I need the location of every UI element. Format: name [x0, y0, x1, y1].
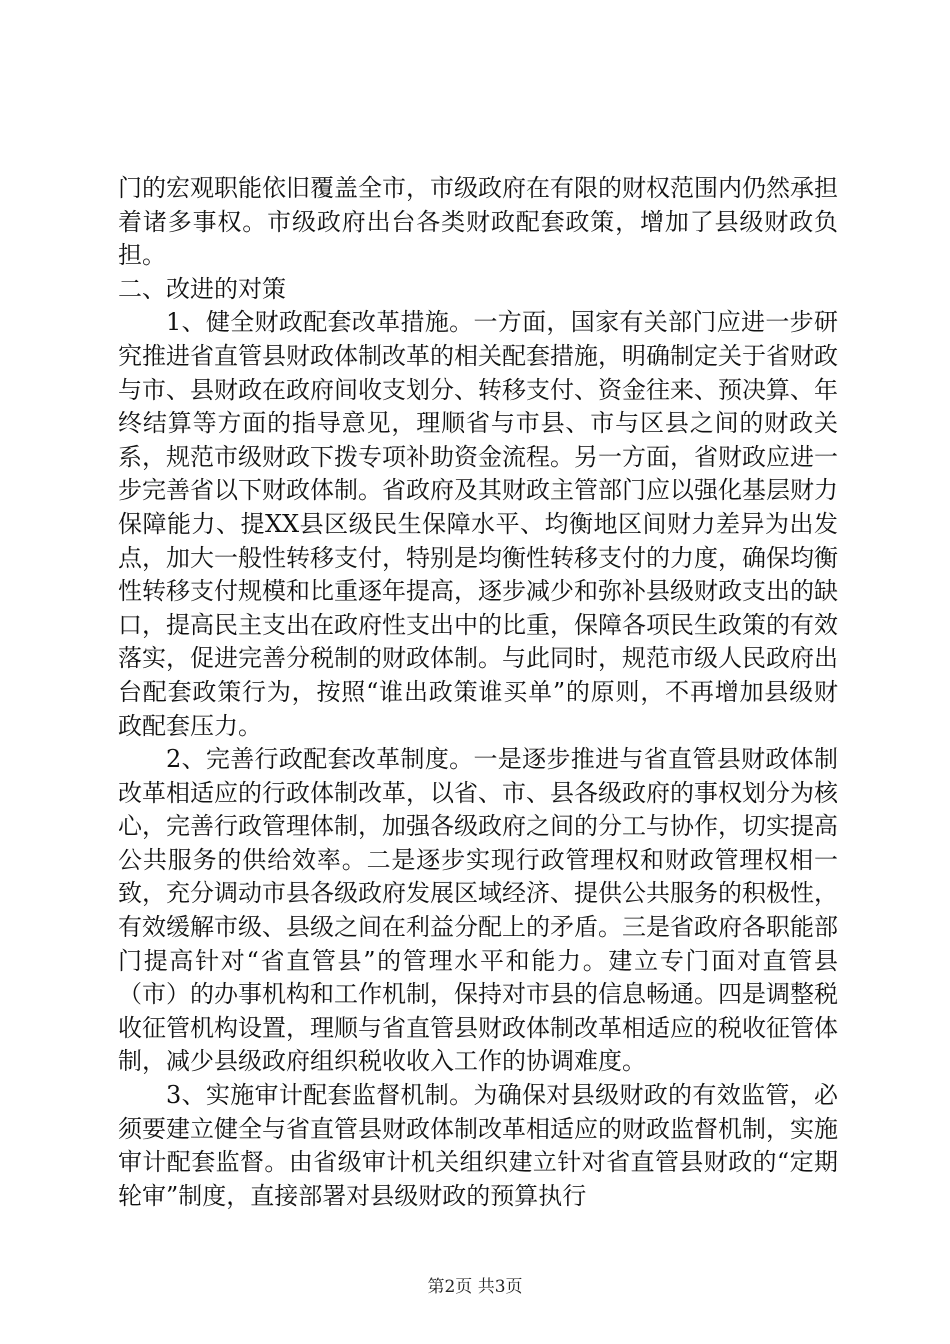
page-number-footer: 第2页 共3页: [427, 1277, 523, 1297]
document-body: [118, 172, 838, 1213]
paragraph-continuation: 门的宏观职能依旧覆盖全市，市级政府在有限的财权范围内仍然承担着诸多事权。市级政府出台各类财政配套政策，增加了县级财政负担。: [118, 174, 838, 270]
section-heading: 二、改进的对策: [118, 274, 286, 303]
paragraph-item-3: 3、实施审计配套监督机制。为确保对县级财政的有效监管，必须要建立健全与省直管县财政体制改革相适应的财政监督机制，实施审计配套监督。由省级审计机关组织建立针对省直管县财政的“定期轮审”制度，直接部署对县级财政的预算执行: [118, 1081, 838, 1210]
paragraph-item-1: 1、健全财政配套改革措施。一方面，国家有关部门应进一步研究推进省直管县财政体制改革的相关配套措施，明确制定关于省财政与市、县财政在政府间收支划分、转移支付、资金往来、预决算、年终结算等方面的指导意见，理顺省与市县、市与区县之间的财政关系，规范市级财政下拨专项补助资金流程。另一方面，省财政应进一步完善省以下财政体制。省政府及其财政主管部门应以强化基层财力保障能力、提XX县区级民生保障水平、均衡地区间财力差异为出发点，加大一般性转移支付，特别是均衡性转移支付的力度，确保均衡性转移支付规模和比重逐年提高，逐步减少和弥补县级财政支出的缺口，提高民主支出在政府性支出中的比重，保障各项民生政策的有效落实，促进完善分税制的财政体制。与此同时，规范市级人民政府出台配套政策行为，按照“谁出政策谁买单”的原则，不再增加县级财政配套压力。: [118, 308, 838, 740]
paragraph-item-2: 2、完善行政配套改革制度。一是逐步推进与省直管县财政体制改革相适应的行政体制改革，以省、市、县各级政府的事权划分为核心，完善行政管理体制，加强各级政府之间的分工与协作，切实提高公共服务的供给效率。二是逐步实现行政管理权和财政管理权相一致，充分调动市县各级政府发展区域经济、提供公共服务的积极性，有效缓解市级、县级之间在利益分配上的矛盾。三是省政府各职能部门提高针对“省直管县”的管理水平和能力。建立专门面对直管县（市）的办事机构和工作机制，保持对市县的信息畅通。四是调整税收征管机构设置，理顺与省直管县财政体制改革相适应的税收征管体制，减少县级政府组织税收收入工作的协调难度。: [118, 745, 838, 1076]
